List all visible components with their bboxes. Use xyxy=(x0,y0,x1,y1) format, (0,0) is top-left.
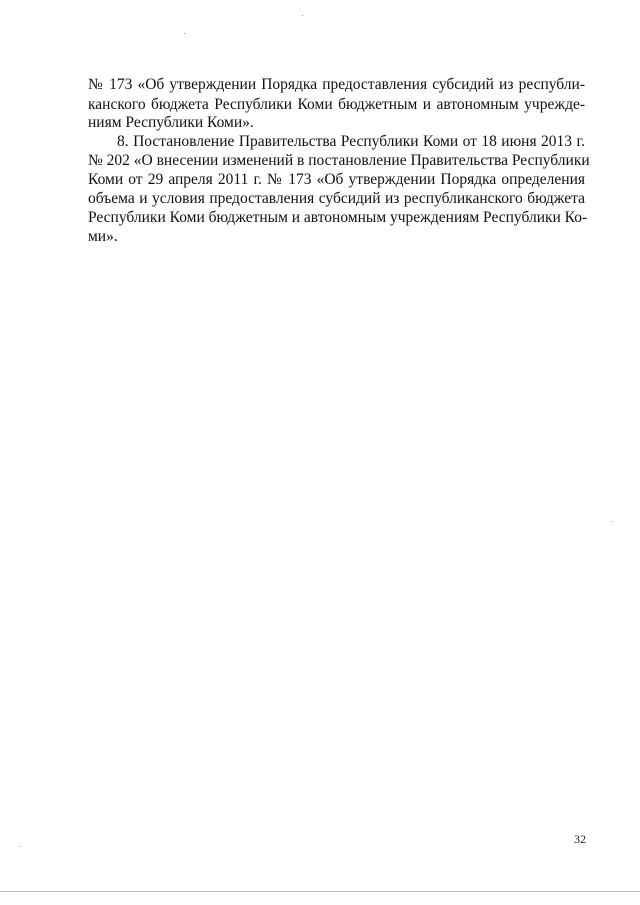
text-line: ми». xyxy=(88,228,118,245)
text-line: № 202 «О внесении изменений в постановление Правительства Республики xyxy=(88,152,590,169)
scan-speck xyxy=(184,33,185,34)
text-line: объема и условия предоставления субсидий из республиканского бюджета xyxy=(88,190,585,207)
text-line: Республики Коми бюджетным и автономным учреждениям Республики Ко- xyxy=(88,209,588,226)
page-bottom-edge xyxy=(0,891,640,892)
text-line: № 173 «Об утверждении Порядка предоставления субсидий из республи- xyxy=(88,76,585,93)
scan-speck xyxy=(302,15,303,16)
paragraph-8-first-line: 8. Постановление Правительства Республики Коми от 18 июня 2013 г. xyxy=(117,133,585,150)
scan-speck xyxy=(611,521,612,522)
scan-speck xyxy=(19,846,20,847)
text-line: Коми от 29 апреля 2011 г. № 173 «Об утверждении Порядка определения xyxy=(88,171,585,188)
text-line: канского бюджета Республики Коми бюджетным и автономным учрежде- xyxy=(88,96,585,113)
page-number: 32 xyxy=(574,832,586,846)
text-line: ниям Республики Коми». xyxy=(88,114,254,131)
